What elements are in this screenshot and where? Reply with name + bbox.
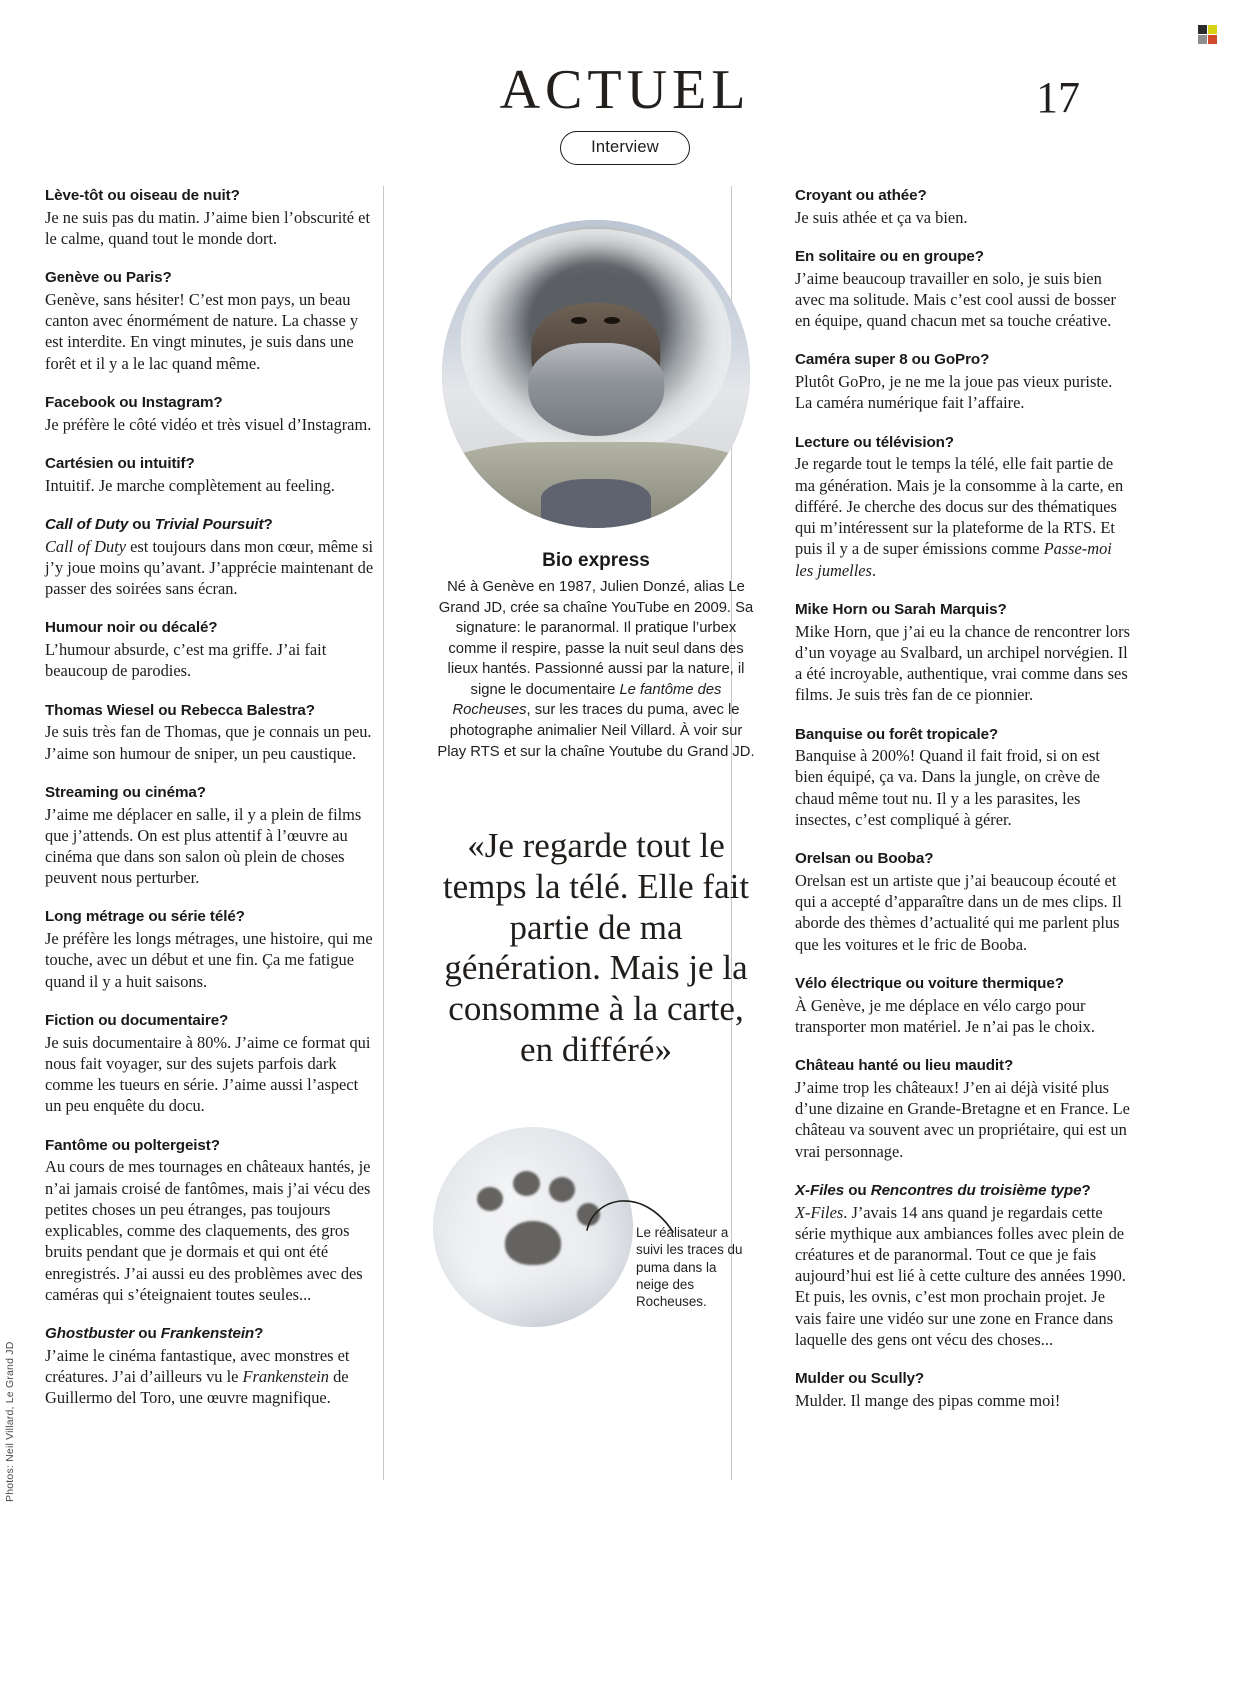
left-question: Thomas Wiesel ou Rebecca Balestra? <box>45 701 315 719</box>
qa-block <box>45 515 375 599</box>
photo-credit: Photos: Neil Villard, Le Grand JD <box>4 1341 16 1502</box>
qa-block <box>795 247 1130 331</box>
publisher-logo-icon <box>1198 25 1218 45</box>
column-left <box>45 186 375 1427</box>
left-question: Cartésien ou intuitif? <box>45 454 195 472</box>
bio-heading: Bio express <box>542 550 650 571</box>
left-question: Streaming ou cinéma? <box>45 783 206 801</box>
left-question: Lève-tôt ou oiseau de nuit? <box>45 187 240 204</box>
right-answer: J’aime beaucoup travailler en solo, je suis bien avec ma solitude. Mais c’est cool aussi de bosser en équipe, quand chacun met sa touche créative. <box>795 268 1116 331</box>
left-question: Call of Duty ou Trivial Poursuit? <box>45 515 273 533</box>
left-answer: Je préfère les longs métrages, une histoire, qui me touche, avec un début et une fin. Ça me fatigue quand il y a huit saisons. <box>45 929 373 991</box>
left-question: Long métrage ou série télé? <box>45 908 245 926</box>
right-answer: X-Files. J’avais 14 ans quand je regardais cette série mythique aux ambiances folles avec plein de créatures et de paranormal. Tout ce que je fais aujourd’hui est lié à cette culture des années 1990. Et puis, les ovnis, c’est mon prochain projet. Je vais faire une vidéo sur une zone en France dans laquelle des gens ont vécu des choses... <box>795 1202 1126 1349</box>
qa-block <box>795 725 1130 831</box>
right-answer: J’aime trop les châteaux! J’en ai déjà visité plus d’une dizaine en Grande-Bretagne et en France. Le château va souvent avec un propriétaire, qui est un vrai personnage. <box>795 1077 1130 1161</box>
qa-block <box>795 1056 1130 1162</box>
qa-block <box>45 1324 375 1408</box>
qa-block <box>795 1181 1130 1350</box>
left-question: Fiction ou documentaire? <box>45 1011 229 1029</box>
pull-quote: «Je regarde tout le temps la télé. Elle fait partie de ma génération. Mais je la consomme à la carte, en différé» <box>442 826 750 1069</box>
qa-block <box>795 1369 1130 1411</box>
qa-block <box>795 186 1130 228</box>
left-question: Genève ou Paris? <box>45 269 172 287</box>
right-question: Château hanté ou lieu maudit? <box>795 1057 1014 1075</box>
right-question: Caméra super 8 ou GoPro? <box>795 351 990 369</box>
qa-block <box>45 1136 375 1305</box>
rubric-badge: Interview <box>560 131 690 165</box>
left-answer: Je suis documentaire à 80%. J’aime ce format qui nous fait voyager, sur des sujets parfois dark comme les tueurs en série. J’aime aussi l’aspect un peu enquête du docu. <box>45 1032 371 1116</box>
right-answer: Je suis athée et ça va bien. <box>795 207 968 227</box>
photo-caption: Le réalisateur a suivi les traces du puma dans la neige des Rocheuses. <box>636 1224 743 1310</box>
column-right <box>795 186 1130 1430</box>
left-answer: L’humour absurde, c’est ma griffe. J’ai fait beaucoup de parodies. <box>45 640 327 681</box>
section-title: ACTUEL <box>499 59 751 121</box>
page-number: 17 <box>1036 73 1080 122</box>
right-answer: Plutôt GoPro, je ne me la joue pas vieux puriste. La caméra numérique fait l’affaire. <box>795 372 1113 413</box>
right-question: Mulder ou Scully? <box>795 1370 925 1388</box>
qa-block <box>45 618 375 681</box>
left-answer: Au cours de mes tournages en châteaux hantés, je n’ai jamais croisé de fantômes, mais j’ai vécu des petites choses un peu étranges, pas toujours explicables, comme des claquements, des gros bruits pendant que je dormais et qui ont été enregistrés. J’ai aussi eu des problèmes avec des caméras qui s’éteignaient toutes seules... <box>45 1157 371 1304</box>
qa-block <box>45 454 375 496</box>
left-answer: J’aime me déplacer en salle, il y a plein de films que j’attends. On est plus attentif à l’œuvre au cinéma que dans son salon où plein de choses peuvent nous perturber. <box>45 804 362 888</box>
qa-block <box>45 268 375 374</box>
left-answer: Genève, sans hésiter! C’est mon pays, un beau canton avec énormément de nature. La chasse y est interdite. En vingt minutes, je suis dans une forêt et il y a le lac quand même. <box>45 289 359 373</box>
left-answer: Call of Duty est toujours dans mon cœur, même si j’y joue moins qu’avant. J’apprécie maintenant de passer des soirées sans écran. <box>45 536 374 599</box>
right-answer: Mulder. Il mange des pipas comme moi! <box>795 1390 1061 1410</box>
qa-block <box>795 974 1130 1037</box>
qa-block <box>45 783 375 889</box>
left-question: Facebook ou Instagram? <box>45 393 223 411</box>
left-question: Humour noir ou décalé? <box>45 619 218 637</box>
right-question: Banquise ou forêt tropicale? <box>795 725 999 743</box>
qa-block <box>45 186 375 249</box>
bio-text: Né à Genève en 1987, Julien Donzé, alias Le Grand JD, crée sa chaîne YouTube en 2009. Sa signature: le paranormal. Il pratique l’urbex comme il respire, passe la nuit seul dans des lieux hantés. Passionné aussi par la nature, il signe le documentaire Le fantôme des Rocheuses, sur les traces du puma, avec le photographe animalier Neil Villard. À voir sur Play RTS et sur la chaîne Youtube du Grand JD. <box>437 579 755 760</box>
right-answer: Orelsan est un artiste que j’ai beaucoup écouté et qui a accepté d’apparaître dans un de mes clips. Il aborde des thèmes d’actualité qui me parlent plus que les voitures et le fric de Booba. <box>795 870 1122 954</box>
article-body <box>45 186 1205 1486</box>
right-question: Croyant ou athée? <box>795 187 927 204</box>
qa-block <box>45 907 375 991</box>
qa-block <box>795 849 1130 955</box>
portrait-photo <box>442 220 750 528</box>
right-answer: Banquise à 200%! Quand il fait froid, si on est bien équipé, ça va. Dans la jungle, on crève de chaud même tout nu. Il y a les parasites, les insectes, c’est compliqué à gérer. <box>795 746 1100 829</box>
qa-block <box>45 701 375 764</box>
right-answer: Je regarde tout le temps la télé, elle fait partie de ma génération. Mais je la consomme à la carte, en différé. Je cherche des docus sur des thématiques qui m’intéressent sur la plateforme de la RTS. Et puis il y a de super émissions comme Passe-moi les jumelles. <box>795 454 1124 580</box>
qa-block <box>795 600 1130 706</box>
left-question: Fantôme ou poltergeist? <box>45 1136 220 1154</box>
right-question: Mike Horn ou Sarah Marquis? <box>795 600 1007 618</box>
column-center <box>431 186 761 1337</box>
right-answer: À Genève, je me déplace en vélo cargo pour transporter mon matériel. Je n’ai pas le choix. <box>795 995 1095 1036</box>
qa-block <box>795 433 1130 581</box>
right-question: Orelsan ou Booba? <box>795 850 934 868</box>
right-question: X-Files ou Rencontres du troisième type? <box>795 1181 1091 1199</box>
right-question: Vélo électrique ou voiture thermique? <box>795 974 1064 992</box>
right-question: En solitaire ou en groupe? <box>795 247 984 265</box>
left-answer: Je ne suis pas du matin. J’aime bien l’obscurité et le calme, quand tout le monde dort. <box>45 207 371 248</box>
paw-photo-block <box>431 1127 761 1337</box>
left-question: Ghostbuster ou Frankenstein? <box>45 1324 264 1342</box>
left-answer: Je préfère le côté vidéo et très visuel d’Instagram. <box>45 414 372 434</box>
qa-block <box>45 1011 375 1117</box>
left-answer: J’aime le cinéma fantastique, avec monstres et créatures. J’ai d’ailleurs vu le Frankenstein de Guillermo del Toro, une œuvre magnifique. <box>45 1345 350 1408</box>
right-question: Lecture ou télévision? <box>795 433 954 451</box>
left-answer: Je suis très fan de Thomas, que je connais un peu. J’aime son humour de sniper, un peu caustique. <box>45 722 372 763</box>
qa-block <box>795 350 1130 413</box>
right-answer: Mike Horn, que j’ai eu la chance de rencontrer lors d’un voyage au Svalbard, un archipel norvégien. Il a été incroyable, authentique, vrai comme dans ses films. Je suis très fan de ce pionnier. <box>795 621 1130 705</box>
qa-block <box>45 393 375 435</box>
left-answer: Intuitif. Je marche complètement au feeling. <box>45 475 335 495</box>
